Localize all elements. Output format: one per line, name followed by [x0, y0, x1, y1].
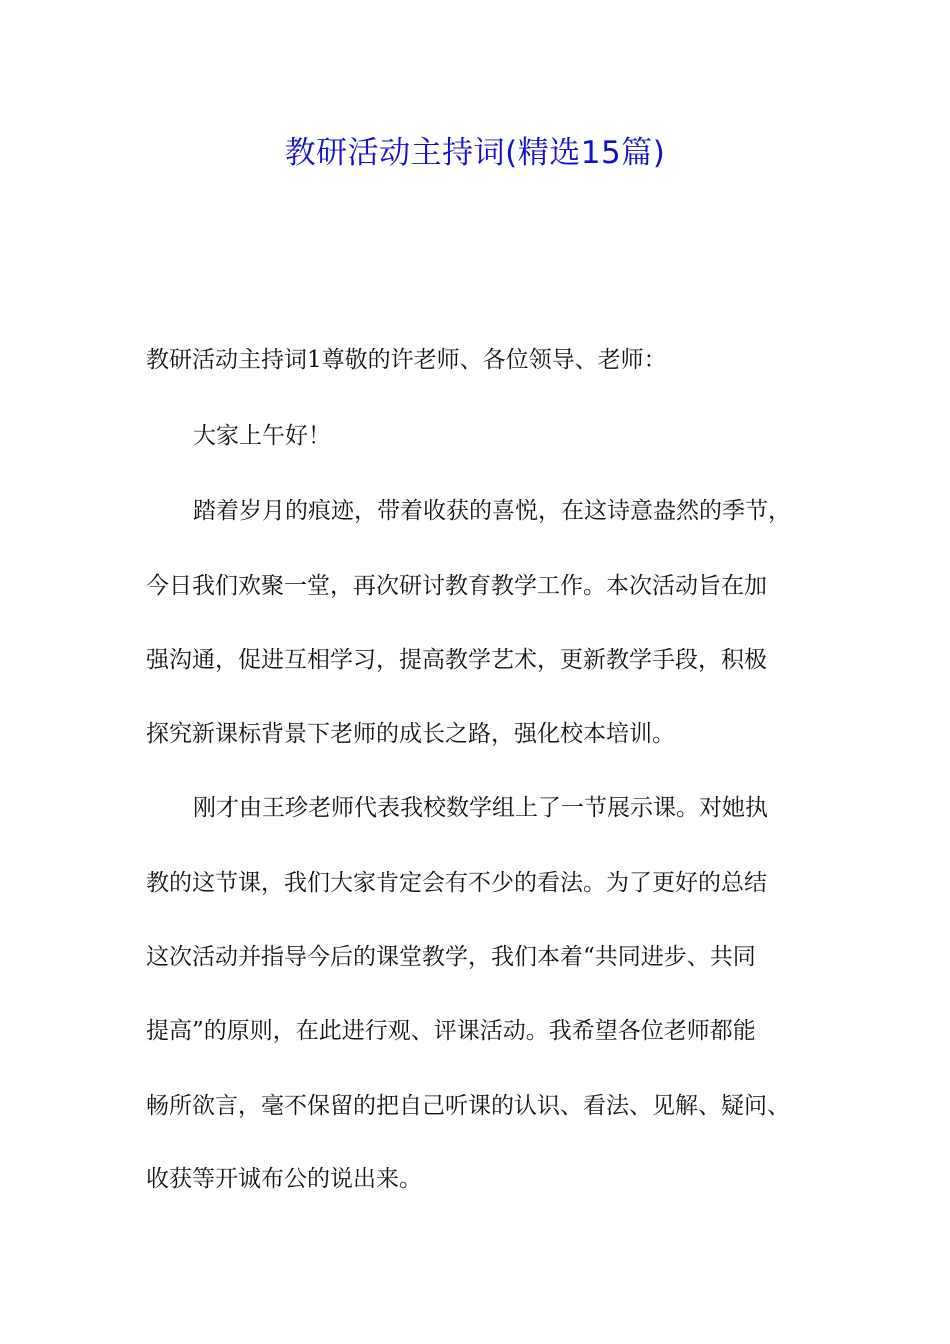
paragraph-line: 刚才由王珍老师代表我校数学组上了一节展示课。对她执: [193, 795, 768, 821]
paragraph-line: 探究新课标背景下老师的成长之路，强化校本培训。: [146, 721, 675, 747]
paragraph-line: 提高”的原则，在此进行观、评课活动。我希望各位老师都能: [146, 1018, 756, 1044]
paragraph-line: 收获等开诚布公的说出来。: [146, 1166, 422, 1192]
paragraph-line: 这次活动并指导今后的课堂教学，我们本着“共同进步、共同: [146, 944, 756, 970]
paragraph-line: 踏着岁月的痕迹，带着收获的喜悦，在这诗意盎然的季节，: [193, 498, 791, 524]
paragraph-line: 强沟通，促进互相学习，提高教学艺术，更新教学手段，积极: [146, 647, 767, 673]
document-title: 教研活动主持词(精选15篇): [284, 135, 666, 171]
paragraph-line: 畅所欲言，毫不保留的把自己听课的认识、看法、见解、疑问、: [146, 1093, 790, 1119]
paragraph-line: 大家上午好！: [193, 423, 331, 449]
paragraph-line: 今日我们欢聚一堂，再次研讨教育教学工作。本次活动旨在加: [146, 573, 767, 599]
paragraph-line: 教的这节课，我们大家肯定会有不少的看法。为了更好的总结: [146, 870, 767, 896]
paragraph-line: 教研活动主持词1尊敬的许老师、各位领导、老师：: [146, 347, 667, 373]
